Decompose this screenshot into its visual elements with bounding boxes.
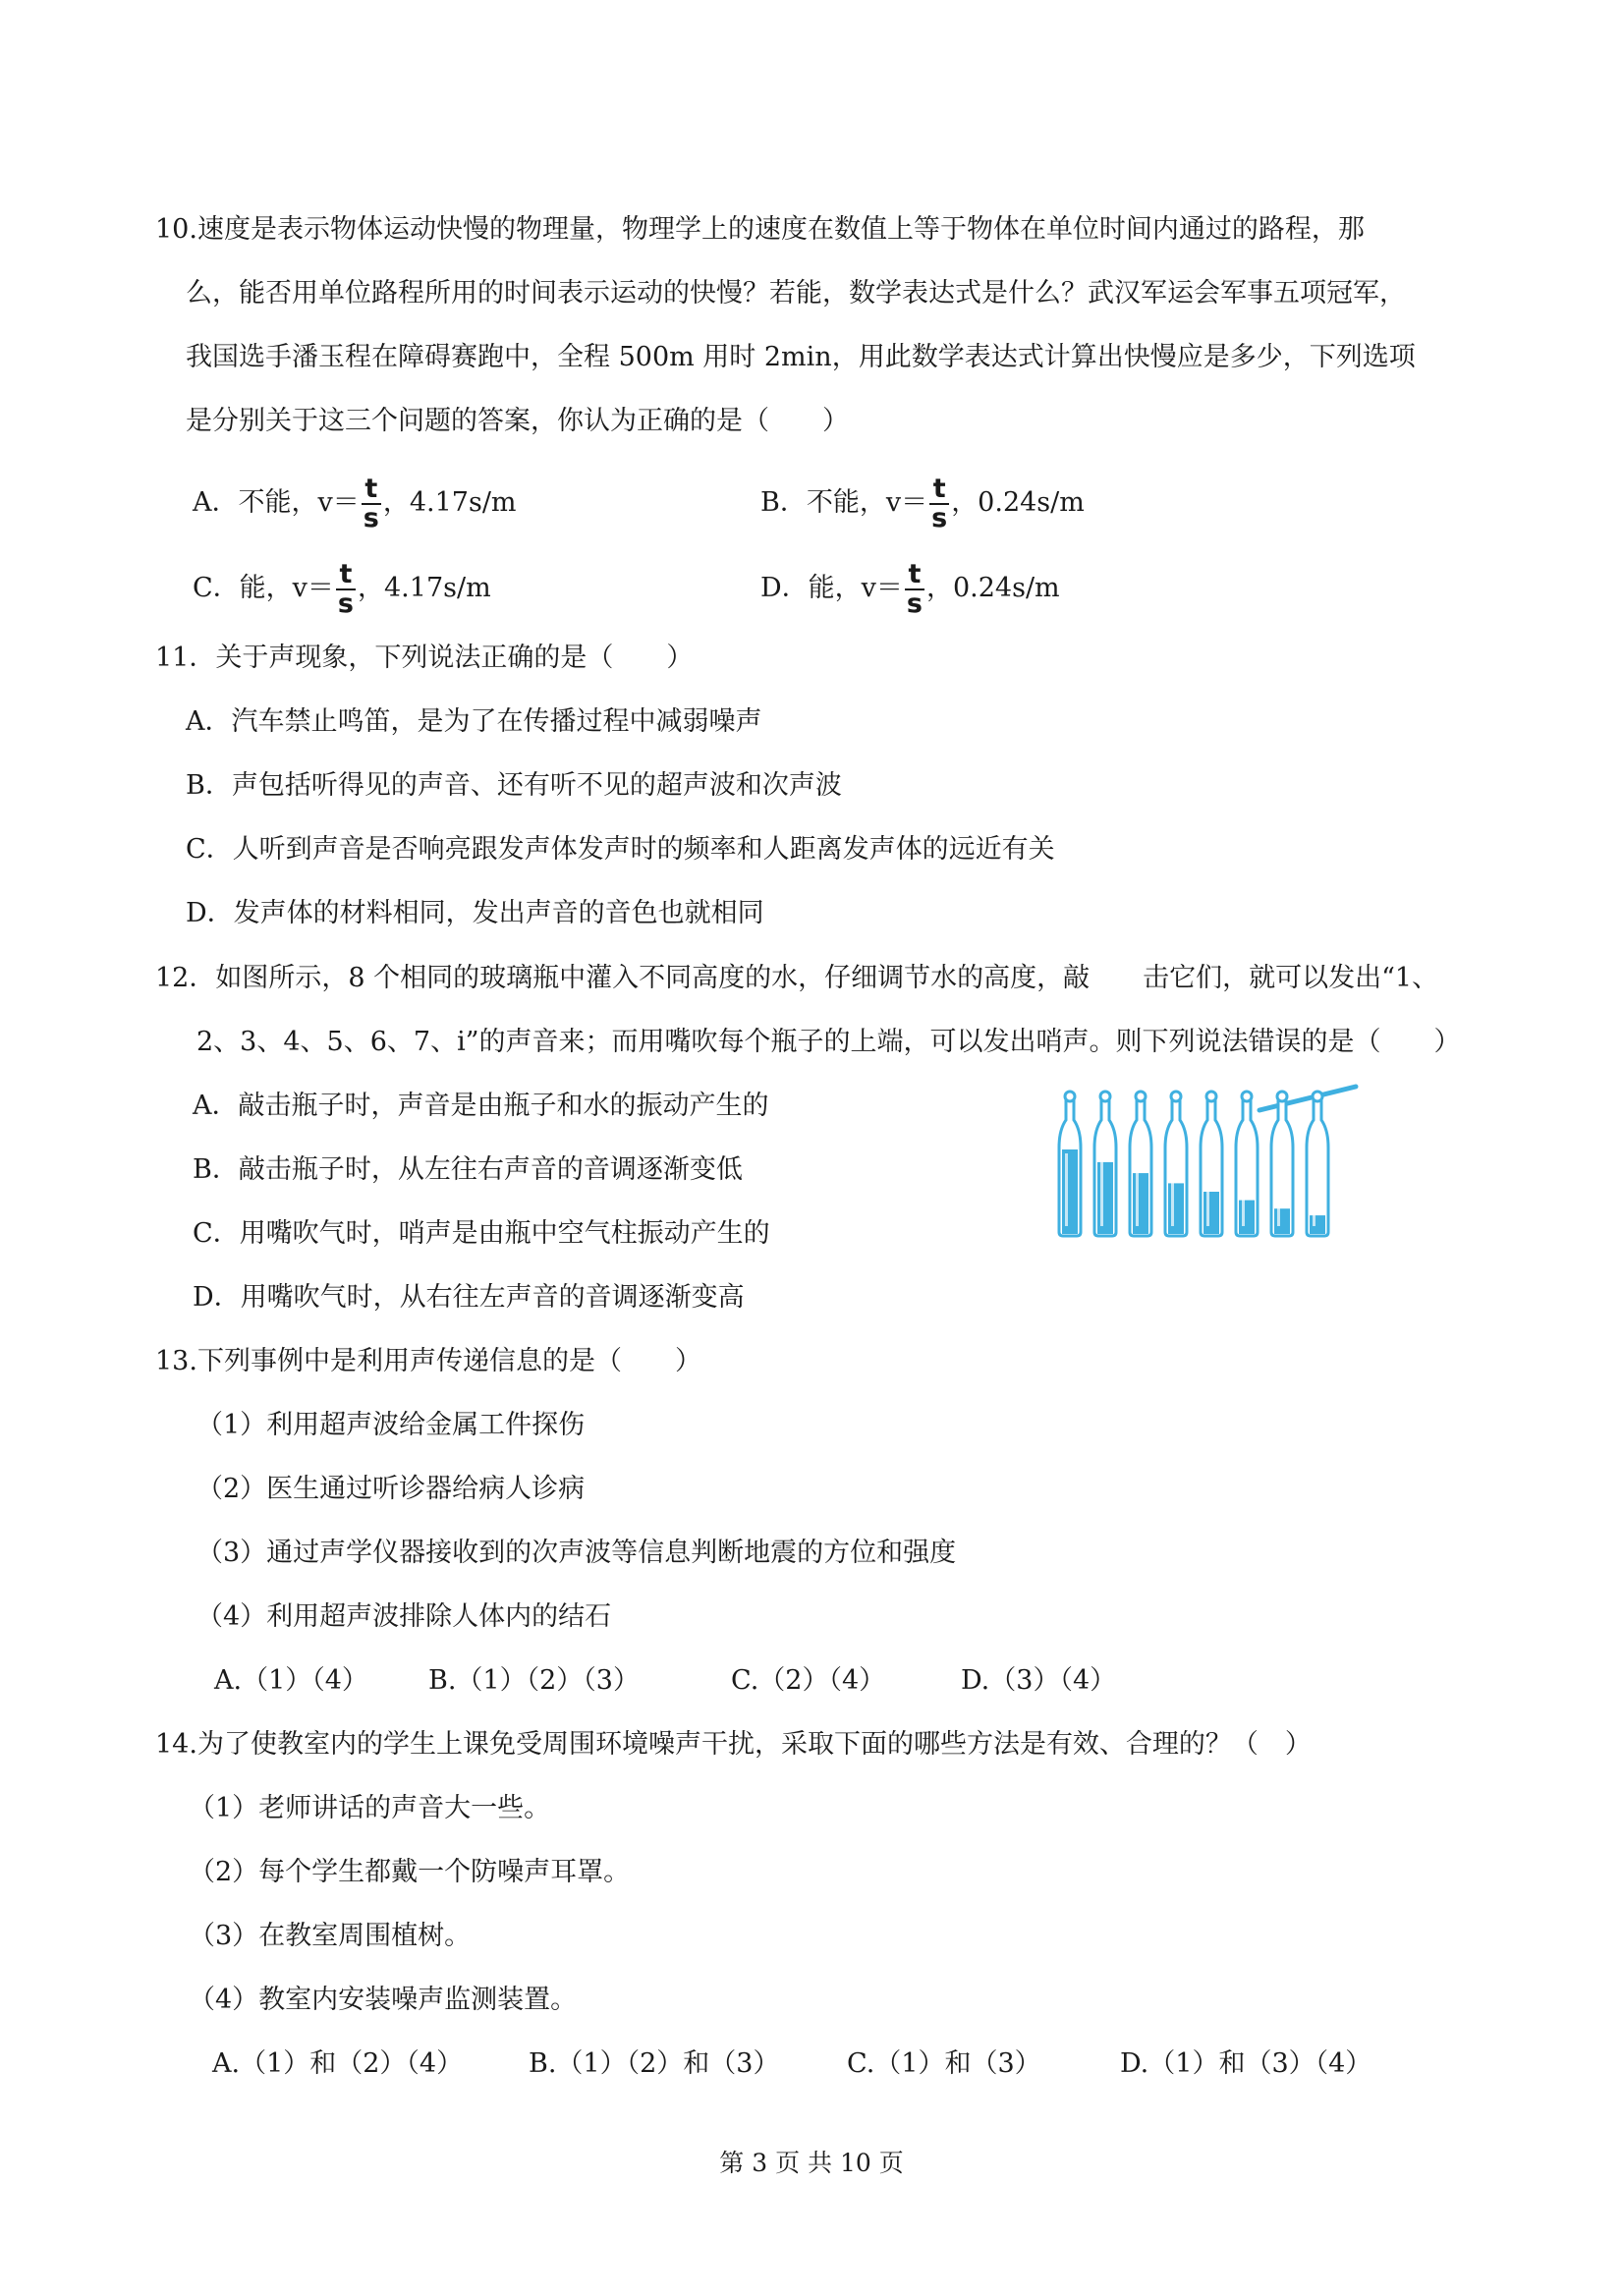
q10-option-a-numerator: t (362, 476, 381, 505)
q12-option-c: C．用嘴吹气时，哨声是由瓶中空气柱振动产生的 (193, 1218, 770, 1249)
bottle-4 (1165, 1092, 1187, 1236)
q14-option-d: D.（1）和（3）（4） (1120, 2048, 1372, 2079)
q10-option-b-fraction (929, 473, 949, 533)
q10-option-a-prefix: A．不能，v＝ (193, 487, 360, 518)
q12-option-b: B．敲击瓶子时，从左往右声音的音调逐渐变低 (193, 1154, 743, 1185)
q10-option-a-suffix: ，4.17s/m (382, 487, 517, 518)
q10-option-c-prefix: C．能，v＝ (193, 573, 334, 603)
q10-option-d-denominator: s (906, 588, 923, 619)
bottle-7-water (1274, 1208, 1290, 1234)
bottle-1 (1059, 1092, 1081, 1236)
q10-option-b (760, 470, 1085, 536)
q12-stem-line-1: 12．如图所示，8 个相同的玻璃瓶中灌入不同高度的水，仔细调节水的高度，敲 击它们，就可以发出“1、 (155, 963, 1439, 993)
bottle-3-water (1133, 1173, 1148, 1234)
q11-option-a: A．汽车禁止鸣笛，是为了在传播过程中减弱噪声 (186, 706, 762, 737)
q10-stem-line-4: 是分别关于这三个问题的答案，你认为正确的是（ ） (186, 406, 849, 436)
q10-option-b-denominator: s (931, 502, 948, 533)
q14-option-a: A.（1）和（2）（4） (212, 2048, 464, 2079)
q10-stem-line-1: 10.速度是表示物体运动快慢的物理量，物理学上的速度在数值上等于物体在单位时间内通过的路程，那 (155, 214, 1365, 245)
bottle-5-water (1203, 1192, 1219, 1234)
q10-option-d-prefix: D．能，v＝ (760, 573, 903, 603)
bottle-2 (1094, 1092, 1116, 1236)
q10-option-c-suffix: ，4.17s/m (358, 573, 491, 603)
q14-option-c: C.（1）和（3） (847, 2048, 1041, 2079)
q10-option-d-fraction (905, 558, 924, 619)
q13-option-c: C.（2）（4） (731, 1665, 886, 1696)
q14-item-1: （1）老师讲话的声音大一些。 (189, 1793, 551, 1823)
q10-stem-line-2: 么，能否用单位路程所用的时间表示运动的快慢？若能，数学表达式是什么？武汉军运会军事五项冠军， (186, 278, 1406, 308)
bottles-figure (1051, 1079, 1366, 1246)
q10-option-c-numerator: t (336, 561, 356, 590)
bottle-8-water (1310, 1215, 1325, 1234)
striker-stick (1259, 1087, 1356, 1110)
q12-stem-line-2: 2、3、4、5、6、7、i”的声音来；而用嘴吹每个瓶子的上端，可以发出哨声。则下列说法错误的是（ ） (196, 1027, 1461, 1057)
q13-option-d: D.（3）（4） (961, 1665, 1117, 1696)
q10-option-b-prefix: B．不能，v＝ (760, 487, 928, 518)
q13-item-4: （4）利用超声波排除人体内的结石 (196, 1601, 612, 1632)
bottle-7 (1271, 1092, 1293, 1236)
q10-option-a (193, 470, 517, 536)
q10-option-a-fraction (362, 473, 381, 533)
q11-option-c: C．人听到声音是否响亮跟发声体发声时的频率和人距离发声体的远近有关 (186, 834, 1055, 865)
q10-option-b-suffix: ，0.24s/m (951, 487, 1085, 518)
q13-option-a: A.（1）（4） (214, 1665, 368, 1696)
q10-option-a-denominator: s (363, 502, 379, 533)
q11-option-d: D．发声体的材料相同，发出声音的音色也就相同 (186, 898, 764, 928)
bottle-1-water (1062, 1149, 1078, 1234)
q10-option-b-numerator: t (929, 476, 949, 505)
q10-option-c-denominator: s (337, 588, 354, 619)
q11-option-b: B．声包括听得见的声音、还有听不见的超声波和次声波 (186, 770, 842, 801)
q10-option-c (193, 555, 491, 622)
q10-stem-line-3: 我国选手潘玉程在障碍赛跑中，全程 500m 用时 2min，用此数学表达式计算出快慢应是多少，下列选项 (186, 342, 1416, 372)
q13-option-b: B.（1）（2）（3） (428, 1665, 640, 1696)
bottle-2-water (1097, 1162, 1113, 1234)
q10-option-d (760, 555, 1060, 622)
q10-option-d-suffix: ，0.24s/m (925, 573, 1060, 603)
bottle-8 (1307, 1092, 1328, 1236)
q14-item-2: （2）每个学生都戴一个防噪声耳罩。 (189, 1857, 631, 1887)
page-footer: 第 3 页 共 10 页 (719, 2149, 904, 2177)
q10-option-d-numerator: t (905, 561, 924, 590)
q13-item-2: （2）医生通过听诊器给病人诊病 (196, 1474, 586, 1504)
bottle-6-water (1239, 1201, 1255, 1234)
q14-option-b: B.（1）（2）和（3） (529, 2048, 780, 2079)
q14-stem: 14.为了使教室内的学生上课免受周围环境噪声干扰，采取下面的哪些方法是有效、合理的？（ ） (155, 1729, 1312, 1760)
bottle-6 (1236, 1092, 1258, 1236)
q11-stem: 11．关于声现象，下列说法正确的是（ ） (155, 643, 694, 673)
bottle-3 (1130, 1092, 1151, 1236)
bottle-5 (1201, 1092, 1222, 1236)
q12-option-a: A．敲击瓶子时，声音是由瓶子和水的振动产生的 (193, 1091, 769, 1121)
bottle-4-water (1168, 1183, 1184, 1234)
bottle-row (1059, 1092, 1328, 1236)
q13-stem: 13.下列事例中是利用声传递信息的是（ ） (155, 1346, 701, 1376)
q13-item-3: （3）通过声学仪器接收到的次声波等信息判断地震的方位和强度 (196, 1538, 957, 1568)
q13-item-1: （1）利用超声波给金属工件探伤 (196, 1410, 586, 1440)
q14-item-4: （4）教室内安装噪声监测装置。 (189, 1985, 578, 2015)
q10-option-c-fraction (336, 558, 356, 619)
q12-option-d: D．用嘴吹气时，从右往左声音的音调逐渐变高 (193, 1282, 745, 1313)
q14-item-3: （3）在教室周围植树。 (189, 1921, 472, 1951)
